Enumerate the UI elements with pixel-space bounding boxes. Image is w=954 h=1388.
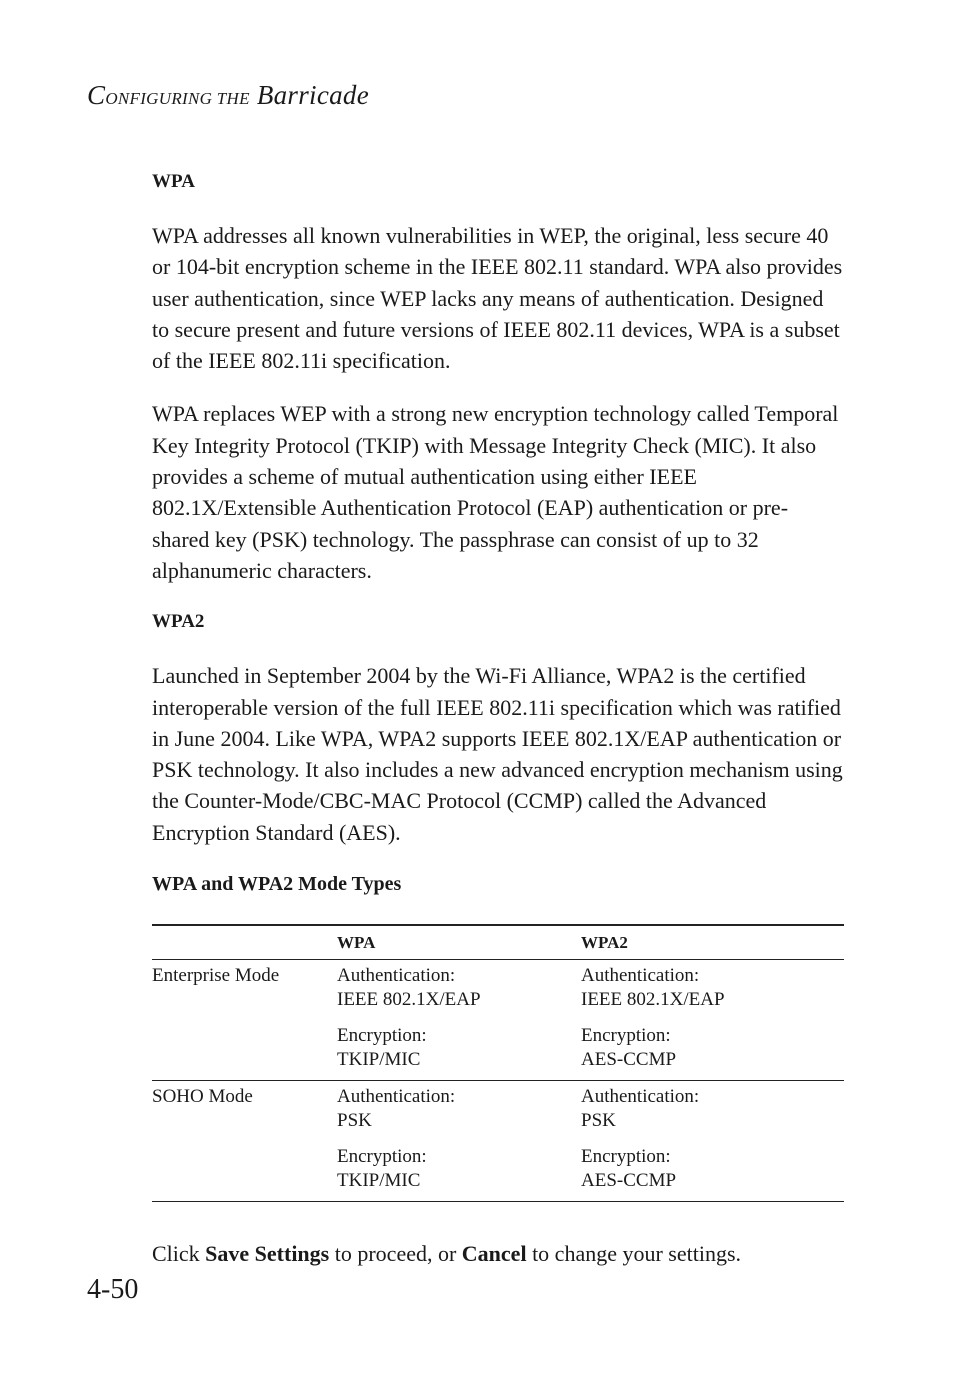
enc-value: AES-CCMP bbox=[581, 1170, 677, 1192]
auth-value: IEEE 802.1X/EAP bbox=[337, 989, 481, 1011]
wpa2-cell bbox=[581, 1081, 844, 1202]
paragraph-wpa-1: WPA addresses all known vulnerabilities in WEP, the original, less secure 40 or 104-bit encryption scheme in the IEEE 802.11 standard. WPA also provides user authentication, since WEP lacks any means of authentication. Designed to secure present and future versions of IEEE 802.11 devices, WPA is a subset of the IEEE 802.11i specification. bbox=[152, 223, 843, 374]
table-row bbox=[152, 1081, 844, 1202]
enc-label: Encryption: bbox=[581, 1146, 671, 1168]
wpa2-cell bbox=[581, 960, 844, 1081]
auth-value: PSK bbox=[581, 1110, 616, 1132]
auth-label: Authentication: bbox=[337, 965, 456, 987]
header-title: Barricade bbox=[256, 80, 370, 110]
page-content bbox=[152, 168, 844, 1269]
save-settings-label: Save Settings bbox=[205, 1241, 330, 1267]
table-header-row bbox=[152, 925, 844, 960]
enc-label: Encryption: bbox=[337, 1146, 427, 1168]
auth-value: PSK bbox=[337, 1110, 372, 1132]
header-prefix-initial: C bbox=[87, 80, 106, 110]
mode-types-table bbox=[152, 924, 844, 1202]
mode-cell: Enterprise Mode bbox=[152, 965, 280, 987]
table-header-wpa: WPA bbox=[337, 925, 581, 960]
auth-label: Authentication: bbox=[581, 1086, 700, 1108]
table-row bbox=[152, 960, 844, 1081]
instruction-middle: to proceed, or bbox=[329, 1241, 462, 1267]
auth-label: Authentication: bbox=[581, 965, 700, 987]
paragraph-wpa2-1: Launched in September 2004 by the Wi-Fi Alliance, WPA2 is the certified interoperable version of the full IEEE 802.11i specification which was ratified in June 2004. Like WPA, WPA2 supports IEEE 802.1X/EAP authentication or PSK technology. It also includes a new advanced encryption mechanism using the Counter-Mode/CBC-MAC Protocol (CCMP) called the Advanced Encryption Standard (AES). bbox=[152, 663, 843, 845]
cancel-label: Cancel bbox=[461, 1241, 527, 1267]
section-heading-wpa2: WPA2 bbox=[152, 611, 205, 633]
table-header-empty bbox=[152, 925, 337, 960]
enc-label: Encryption: bbox=[337, 1025, 427, 1047]
section-heading-wpa: WPA bbox=[152, 171, 195, 192]
instruction-text bbox=[152, 1238, 844, 1269]
table-header-wpa2: WPA2 bbox=[581, 925, 844, 960]
mode-cell: SOHO Mode bbox=[152, 1081, 337, 1202]
table-title: WPA and WPA2 Mode Types bbox=[152, 873, 402, 896]
auth-label: Authentication: bbox=[337, 1086, 456, 1108]
enc-label: Encryption: bbox=[581, 1025, 671, 1047]
enc-value: AES-CCMP bbox=[581, 1049, 677, 1071]
enc-value: TKIP/MIC bbox=[337, 1049, 421, 1071]
instruction-before: Click bbox=[152, 1241, 206, 1267]
auth-value: IEEE 802.1X/EAP bbox=[581, 989, 725, 1011]
header-prefix: ONFIGURING THE bbox=[105, 89, 250, 108]
wpa-cell bbox=[337, 1081, 581, 1202]
enc-value: TKIP/MIC bbox=[337, 1170, 421, 1192]
page-number: 4-50 bbox=[87, 1274, 139, 1305]
wpa-cell bbox=[337, 960, 581, 1081]
paragraph-wpa-2: WPA replaces WEP with a strong new encryption technology called Temporal Key Integrity Protocol (TKIP) with Message Integrity Check (MIC). It also provides a scheme of mutual authentication using either IEEE 802.1X/Extensible Authentication Protocol (EAP) authentication or pre-shared key (PSK) technology. The passphrase can consist of up to 32 alphanumeric characters. bbox=[152, 401, 839, 583]
running-header bbox=[87, 80, 369, 111]
instruction-after: to change your settings. bbox=[526, 1241, 742, 1267]
